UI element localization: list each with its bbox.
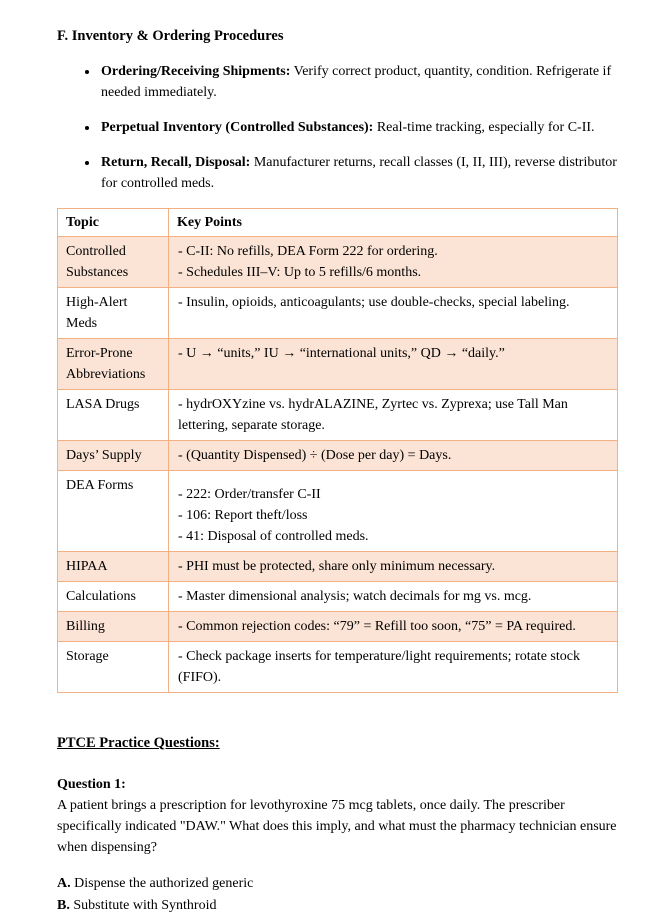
table-row — [58, 441, 618, 471]
table-header-row — [58, 209, 618, 237]
key-points-cell — [169, 582, 618, 612]
table-header-key-points: Key Points — [169, 209, 618, 237]
key-point-line: - U → “units,” IU → “international units,” QD → “daily.” — [178, 343, 609, 364]
answer-option — [57, 895, 617, 916]
practice-questions-heading-text: PTCE Practice Questions: — [57, 735, 220, 751]
answer-option — [57, 873, 617, 895]
table-row — [58, 552, 618, 582]
table-row — [58, 237, 618, 288]
key-points-cell — [169, 390, 618, 441]
key-point-line: - C-II: No refills, DEA Form 222 for ordering. — [178, 241, 609, 262]
topic-cell: Controlled Substances — [58, 237, 169, 288]
topic-cell: Billing — [58, 612, 169, 642]
key-points-cell — [169, 441, 618, 471]
key-point-line: - 41: Disposal of controlled meds. — [178, 526, 609, 547]
bullet-item — [99, 117, 617, 138]
bullet-bold-text: Perpetual Inventory (Controlled Substances): — [101, 120, 373, 135]
table-row — [58, 288, 618, 339]
bullet-text: Manufacturer returns, recall classes (I, II, III), reverse distributor for controlled meds. — [101, 155, 617, 191]
table-row — [58, 582, 618, 612]
table-row — [58, 642, 618, 693]
section-heading: F. Inventory & Ordering Procedures — [57, 26, 617, 47]
key-point-line: - Check package inserts for temperature/light requirements; rotate stock (FIFO). — [178, 646, 609, 688]
key-points-cell — [169, 642, 618, 693]
key-point-line: - PHI must be protected, share only minimum necessary. — [178, 556, 609, 577]
option-label: B. — [57, 898, 70, 913]
key-points-cell — [169, 339, 618, 390]
key-point-line: - 222: Order/transfer C-II — [178, 484, 609, 505]
key-point-line: - Insulin, opioids, anticoagulants; use double-checks, special labeling. — [178, 292, 609, 313]
topic-cell: LASA Drugs — [58, 390, 169, 441]
table-header-topic: Topic — [58, 209, 169, 237]
table-row — [58, 471, 618, 552]
question-text: A patient brings a prescription for levothyroxine 75 mcg tablets, once daily. The prescriber specifically indicated "DAW." What does this imply, and what must the pharmacy technician ensure when dispensing? — [57, 795, 617, 858]
table-row — [58, 339, 618, 390]
key-points-cell — [169, 552, 618, 582]
key-point-line: - Schedules III–V: Up to 5 refills/6 months. — [178, 262, 609, 283]
key-points-cell — [169, 288, 618, 339]
bullet-text: Verify correct product, quantity, condition. Refrigerate if needed immediately. — [101, 64, 611, 100]
bullet-item — [99, 152, 617, 194]
bullet-bold-text: Ordering/Receiving Shipments: — [101, 64, 290, 79]
bullet-text: Real-time tracking, especially for C-II. — [373, 120, 594, 135]
topic-cell: Error-Prone Abbreviations — [58, 339, 169, 390]
topic-cell: Storage — [58, 642, 169, 693]
key-point-line: - 106: Report theft/loss — [178, 505, 609, 526]
topic-cell: Days’ Supply — [58, 441, 169, 471]
practice-section — [57, 733, 617, 916]
key-points-cell — [169, 237, 618, 288]
bullet-list — [57, 61, 617, 194]
practice-questions-heading — [57, 733, 617, 754]
key-point-line: - (Quantity Dispensed) ÷ (Dose per day) = Days. — [178, 445, 609, 466]
option-label: A. — [57, 876, 71, 891]
key-points-table — [57, 208, 618, 693]
key-points-cell — [169, 612, 618, 642]
bullet-item — [99, 61, 617, 103]
topic-cell: HIPAA — [58, 552, 169, 582]
bullet-bold-text: Return, Recall, Disposal: — [101, 155, 250, 170]
question-label: Question 1: — [57, 774, 617, 795]
topic-cell: Calculations — [58, 582, 169, 612]
topic-cell: High-Alert Meds — [58, 288, 169, 339]
key-point-line: - hydrOXYzine vs. hydrALAZINE, Zyrtec vs. Zyprexa; use Tall Man lettering, separate storage. — [178, 394, 609, 436]
table-row — [58, 390, 618, 441]
key-point-line: - Common rejection codes: “79” = Refill too soon, “75” = PA required. — [178, 616, 609, 637]
topic-cell: DEA Forms — [58, 471, 169, 552]
key-point-line: - Master dimensional analysis; watch decimals for mg vs. mcg. — [178, 586, 609, 607]
key-points-cell — [169, 471, 618, 552]
table-row — [58, 612, 618, 642]
answer-options — [57, 873, 617, 916]
option-text: Substitute with Synthroid — [70, 898, 217, 913]
option-text: Dispense the authorized generic — [71, 876, 254, 891]
